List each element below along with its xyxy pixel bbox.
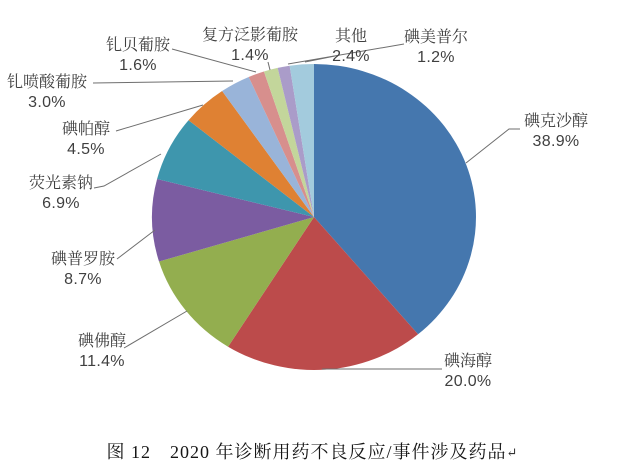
leader-line-iodixanol: [466, 129, 520, 163]
slice-percent-gadopentetate-meglumine: 3.0%: [28, 94, 66, 111]
leader-line-iomeprol: [288, 44, 404, 64]
slice-percent-iomeprol: 1.2%: [417, 49, 455, 66]
slice-name-fluorescein-sodium: 荧光素钠: [28, 175, 94, 192]
leader-line-ioversol: [124, 311, 187, 348]
leader-line-fluorescein-sodium: [94, 154, 161, 188]
slice-percent-compound-diatrizoate-meglumine: 1.4%: [231, 47, 269, 64]
slice-name-iodixanol: 碘克沙醇: [523, 113, 589, 130]
slice-name-ioversol: 碘佛醇: [77, 333, 127, 350]
slice-name-gadobenate-meglumine: 钆贝葡胺: [105, 37, 171, 54]
slice-percent-others: 2.4%: [332, 48, 370, 65]
slice-percent-iodixanol: 38.9%: [532, 133, 580, 150]
leader-line-gadobenate-meglumine: [172, 49, 256, 72]
leader-line-iopromide: [117, 230, 155, 259]
figure-caption: [0, 438, 624, 464]
slice-percent-iopromide: 8.7%: [64, 271, 102, 288]
leader-line-gadopentetate-meglumine: [93, 81, 233, 83]
slice-percent-iopamidol: 4.5%: [67, 141, 105, 158]
slice-percent-iohexol: 20.0%: [444, 373, 492, 390]
slice-name-iopamidol: 碘帕醇: [61, 121, 111, 138]
slice-name-others: 其他: [334, 28, 368, 45]
leader-line-compound-diatrizoate-meglumine: [268, 62, 270, 70]
slice-percent-fluorescein-sodium: 6.9%: [42, 195, 80, 212]
slice-name-compound-diatrizoate-meglumine: 复方泛影葡胺: [201, 27, 299, 44]
figure-caption-text: 图 12 2020 年诊断用药不良反应/事件涉及药品: [106, 442, 507, 462]
slice-name-iopromide: 碘普罗胺: [50, 251, 116, 268]
slice-name-iohexol: 碘海醇: [443, 353, 493, 370]
paragraph-return-mark: ↵: [506, 445, 518, 460]
leader-line-others: [305, 56, 335, 62]
slice-percent-gadobenate-meglumine: 1.6%: [119, 57, 157, 74]
slice-percent-ioversol: 11.4%: [79, 353, 125, 370]
slice-name-gadopentetate-meglumine: 钆喷酸葡胺: [6, 74, 88, 91]
slice-name-iomeprol: 碘美普尔: [403, 29, 469, 46]
